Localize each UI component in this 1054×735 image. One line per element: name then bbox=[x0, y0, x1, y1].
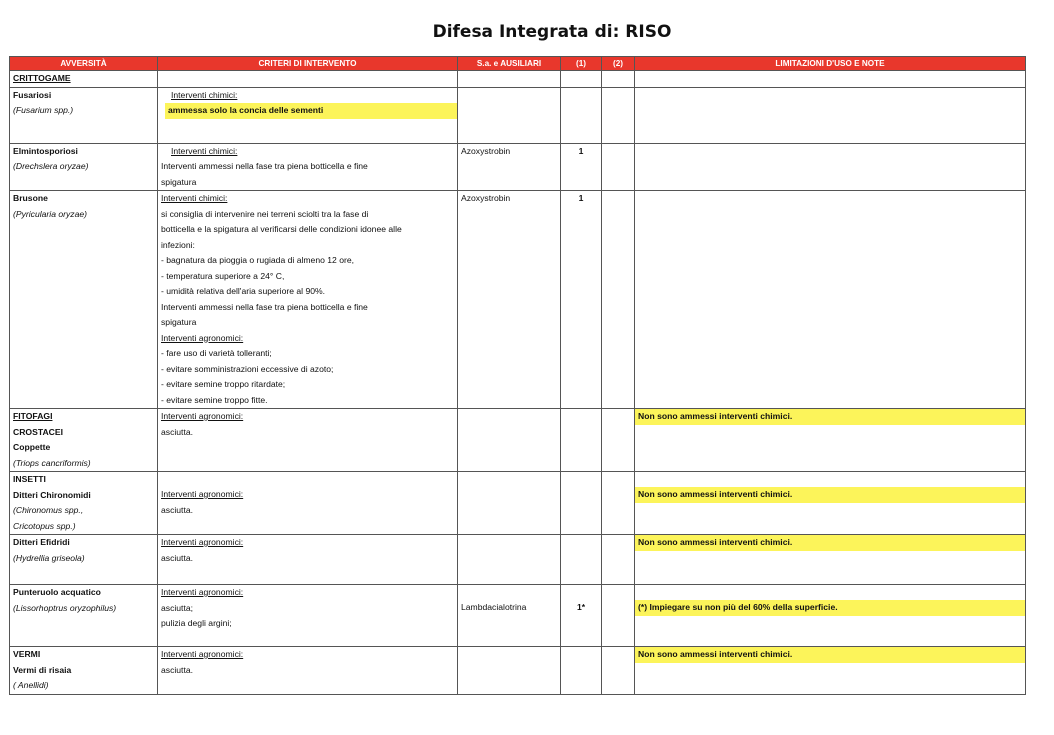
pest-sci: Cricotopus spp.) bbox=[13, 520, 76, 531]
crit-head: Interventi agronomici: bbox=[161, 587, 244, 597]
crit-line: - umidità relativa dell'aria superiore al 90%. bbox=[161, 286, 326, 296]
section-fitofagi: FITOFAGI bbox=[13, 411, 53, 421]
col-header-note: LIMITAZIONI D'USO E NOTE bbox=[635, 57, 1026, 71]
pest-sci: (Pyricularia oryzae) bbox=[13, 208, 88, 219]
agro-line: - evitare somministrazioni eccessive di azoto; bbox=[161, 363, 334, 374]
pest-sci: (Triops cancriformis) bbox=[13, 457, 91, 468]
pest-name: Coppette bbox=[13, 442, 51, 452]
crit-head: Interventi chimici: bbox=[171, 89, 238, 100]
page-title: Difesa Integrata di: RISO bbox=[432, 22, 672, 42]
table-row bbox=[10, 87, 1026, 143]
crit-line: - temperatura superiore a 24° C, bbox=[161, 270, 285, 281]
col-header-1: (1) bbox=[561, 57, 602, 71]
crit-head: Interventi agronomici: bbox=[161, 649, 244, 659]
note-highlight: Non sono ammessi interventi chimici. bbox=[635, 487, 1025, 503]
table-row bbox=[10, 143, 1026, 191]
pest-group: VERMI bbox=[13, 649, 41, 659]
agro-line: - fare uso di varietà tolleranti; bbox=[161, 348, 272, 358]
table-row bbox=[10, 535, 1026, 585]
table-row bbox=[10, 647, 1026, 695]
crit-line: asciutta. bbox=[161, 504, 194, 515]
pest-name: Ditteri Chironomidi bbox=[13, 489, 91, 500]
active-substance: Azoxystrobin bbox=[458, 143, 561, 191]
table-row bbox=[10, 409, 1026, 472]
crit-highlight: ammessa solo la concia delle sementi bbox=[165, 103, 457, 119]
section-crittogame: CRITTOGAME bbox=[13, 73, 71, 83]
note-highlight: Non sono ammessi interventi chimici. bbox=[635, 535, 1025, 551]
pest-name: Fusariosi bbox=[13, 89, 52, 100]
table-header bbox=[10, 57, 1026, 71]
col1-value: 1 bbox=[561, 143, 602, 191]
crit-line: botticella e la spigatura al verificarsi delle condizioni idonee alle bbox=[161, 224, 402, 234]
pest-name: Vermi di risaia bbox=[13, 664, 72, 675]
crit-head: Interventi chimici: bbox=[161, 193, 228, 203]
pest-sci: ( Anellidi) bbox=[13, 680, 49, 690]
crit-line: asciutta. bbox=[161, 664, 194, 675]
agro-line: - evitare semine troppo fitte. bbox=[161, 394, 268, 405]
pest-sci: (Fusarium spp.) bbox=[13, 105, 74, 115]
pest-name: Elmintosporiosi bbox=[13, 145, 78, 156]
crit-line: asciutta; bbox=[161, 602, 194, 613]
pest-name: Ditteri Efidridi bbox=[13, 537, 70, 547]
pest-group: INSETTI bbox=[13, 474, 46, 484]
crit-head: Interventi agronomici: bbox=[161, 411, 244, 421]
crit-head: Interventi chimici: bbox=[171, 145, 238, 156]
agro-line: - evitare semine troppo ritardate; bbox=[161, 379, 286, 389]
pest-sci: (Drechslera oryzae) bbox=[13, 161, 89, 171]
crit-line: Interventi ammessi nella fase tra piena botticella e fine bbox=[161, 161, 368, 171]
table-row bbox=[10, 71, 1026, 88]
table-row bbox=[10, 472, 1026, 535]
active-substance: Azoxystrobin bbox=[458, 191, 561, 409]
note-highlight: Non sono ammessi interventi chimici. bbox=[635, 409, 1025, 425]
pest-sci: (Chironomus spp., bbox=[13, 505, 84, 515]
crit-head: Interventi agronomici: bbox=[161, 489, 244, 499]
crit-line: asciutta. bbox=[161, 552, 194, 563]
crit-line: si consiglia di intervenire nei terreni sciolti tra la fase di bbox=[161, 208, 369, 219]
crit-line: pulizia degli argini; bbox=[161, 618, 232, 628]
crit-head: Interventi agronomici: bbox=[161, 537, 244, 547]
col-header-avversita: AVVERSITÀ bbox=[10, 57, 158, 71]
pest-name: Brusone bbox=[13, 193, 48, 203]
crit-line: spigatura bbox=[161, 176, 197, 187]
pest-group: CROSTACEI bbox=[13, 426, 63, 437]
crit-line: asciutta. bbox=[161, 426, 194, 437]
col1-value: 1* bbox=[576, 602, 586, 612]
table-row bbox=[10, 585, 1026, 647]
defense-table bbox=[9, 56, 1026, 695]
col1-value: 1 bbox=[561, 191, 602, 409]
crit-line: Interventi ammessi nella fase tra piena botticella e fine bbox=[161, 301, 368, 312]
col-header-2: (2) bbox=[602, 57, 635, 71]
crit-line: infezioni: bbox=[161, 239, 195, 250]
pest-sci: (Hydrellia griseola) bbox=[13, 552, 85, 563]
crit-line: spigatura bbox=[161, 317, 197, 327]
pest-name: Punteruolo acquatico bbox=[13, 587, 101, 597]
agro-head: Interventi agronomici: bbox=[161, 332, 244, 343]
note-highlight: (*) Impiegare su non più del 60% della superficie. bbox=[635, 600, 1025, 616]
active-substance: Lambdacialotrina bbox=[461, 602, 527, 612]
crit-line: - bagnatura da pioggia o rugiada di almeno 12 ore, bbox=[161, 255, 355, 265]
pest-sci: (Lissorhoptrus oryzophilus) bbox=[13, 602, 117, 613]
note-highlight: Non sono ammessi interventi chimici. bbox=[635, 647, 1025, 663]
col-header-sa: S.a. e AUSILIARI bbox=[458, 57, 561, 71]
col-header-criteri: CRITERI DI INTERVENTO bbox=[158, 57, 458, 71]
table-row bbox=[10, 191, 1026, 409]
